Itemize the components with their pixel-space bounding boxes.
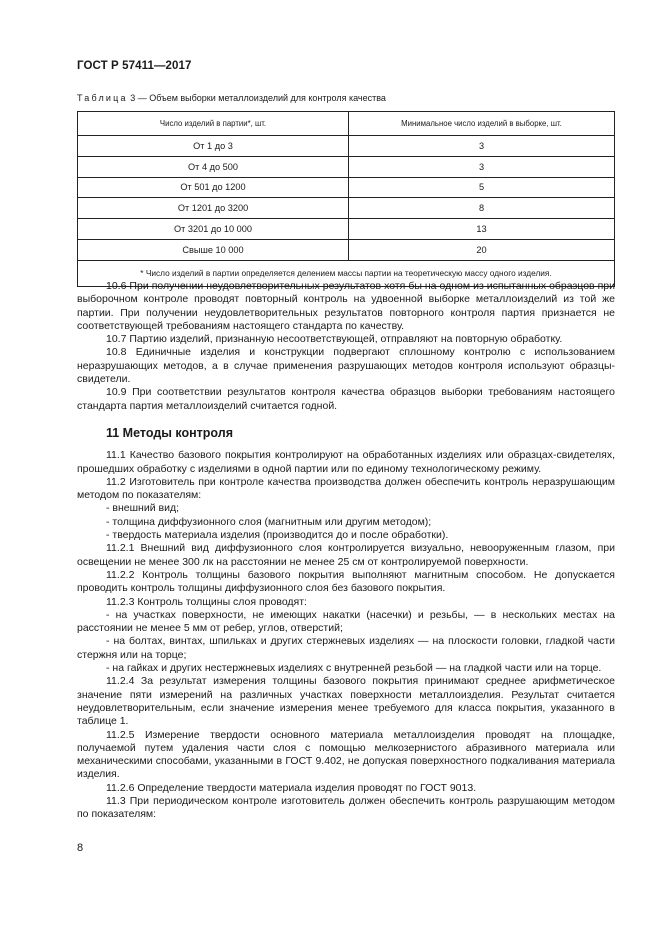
- page-number: 8: [77, 842, 84, 854]
- column-header-batch-size: Число изделий в партии*, шт.: [78, 112, 349, 136]
- paragraph: 10.9 При соответствии результатов контроля качества образцов выборки требованиям настоящего стандарта партия металлоизделий считается годной.: [77, 386, 615, 412]
- table-row: [78, 177, 615, 198]
- table-row: [78, 156, 615, 177]
- section-heading: 11 Методы контроля: [106, 425, 233, 440]
- list-item: - толщина диффузионного слоя (магнитным или другим методом);: [106, 515, 432, 528]
- table-footnote: * Число изделий в партии определяется делением массы партии на теоретическую массу одного изделия.: [78, 260, 615, 286]
- cell-batch-range: Свыше 10 000: [78, 239, 349, 260]
- document-header: ГОСТ Р 57411—2017: [77, 60, 192, 72]
- paragraph: 11.2.5 Измерение твердости основного материала металлоизделия проводят на площадке, получаемой путем удаления части слоя с помощью мелкозернистого абразивного материала или механическими способами, указанными в ГОСТ 9.402, не допуская поверхностного подкаливания материала изделия.: [77, 728, 615, 781]
- list-item: - внешний вид;: [106, 502, 179, 515]
- table-row: [78, 219, 615, 240]
- table-row: [78, 198, 615, 219]
- cell-batch-range: От 1 до 3: [78, 136, 349, 157]
- column-header-sample-size: Минимальное число изделий в выборке, шт.: [349, 112, 615, 136]
- paragraph: 11.2.4 За результат измерения толщины базового покрытия принимают среднее арифметическое значение пяти измерений на различных участках поверхности металлоизделия. Результат считается неудовлетворительным, если значение измерения менее требуемого для класса покрытия, указанного в таблице 1.: [77, 675, 615, 728]
- list-item: - твердость материала изделия (производится до и после обработки).: [106, 529, 449, 542]
- table-row: [78, 239, 615, 260]
- cell-sample-count: 13: [349, 219, 615, 240]
- cell-sample-count: 3: [349, 136, 615, 157]
- paragraph: 11.2.2 Контроль толщины базового покрытия выполняют магнитным способом. Не допускается проводить контроль толщины диффузионного слоя без базового покрытия.: [77, 568, 615, 595]
- cell-batch-range: От 4 до 500: [78, 156, 349, 177]
- paragraph: 11.2.6 Определение твердости материала изделия проводят по ГОСТ 9013.: [106, 781, 477, 794]
- cell-sample-count: 8: [349, 198, 615, 219]
- paragraph: 11.2 Изготовитель при контроле качества производства должен обеспечить контроль неразрушающим методом по показателям:: [77, 475, 615, 502]
- list-item: - на болтах, винтах, шпильках и других стержневых изделиях — на плоскости головки, гладкой части стержня или на торце;: [77, 635, 615, 661]
- paragraph: 10.7 Партию изделий, признанную несоответствующей, отправляют на повторную обработку.: [106, 333, 563, 346]
- list-item: - на участках поверхности, не имеющих накатки (насечки) и резьбы, — в нескольких местах на расстоянии не менее 5 мм от ребер, углов, отверстий;: [77, 608, 615, 635]
- table-caption: [77, 93, 386, 103]
- sample-size-table: [77, 111, 615, 287]
- cell-batch-range: От 3201 до 10 000: [78, 219, 349, 240]
- paragraph: 10.8 Единичные изделия и конструкции подвергают сплошному контролю с использованием неразрушающих методов, а в случае применения разрушающих методов контроля используют образцы-свидетели.: [77, 346, 615, 386]
- paragraph: 11.1 Качество базового покрытия контролируют на обработанных изделиях или образцах-свидетелях, прошедших обработку с изделиями в одной партии или по единому технологическому режиму.: [77, 449, 615, 475]
- table-caption-word: Таблица: [77, 93, 128, 103]
- cell-sample-count: 3: [349, 156, 615, 177]
- table-header-row: [78, 112, 615, 136]
- cell-sample-count: 5: [349, 177, 615, 198]
- table-row: [78, 136, 615, 157]
- cell-sample-count: 20: [349, 239, 615, 260]
- cell-batch-range: От 501 до 1200: [78, 177, 349, 198]
- paragraph: 11.3 При периодическом контроле изготовитель должен обеспечить контроль разрушающим методом по показателям:: [77, 794, 615, 821]
- table-caption-text: 3 — Объем выборки металлоизделий для контроля качества: [127, 93, 386, 103]
- document-body: [77, 280, 615, 822]
- cell-batch-range: От 1201 до 3200: [78, 198, 349, 219]
- paragraph: 11.2.3 Контроль толщины слоя проводят:: [106, 595, 307, 608]
- paragraph: 11.2.1 Внешний вид диффузионного слоя контролируется визуально, невооруженным глазом, при освещении не менее 300 лк на расстоянии не менее 25 см от контролируемой поверхности.: [77, 542, 615, 568]
- paragraph: 10.6 При получении неудовлетворительных результатов хотя бы на одном из испытанных образцов при выборочном контроле проводят повторный контроль на удвоенной выборке металлоизделий из той же партии. При получении неудовлетворительных результатов повторного контроля партия признается не соответствующей требованиям настоящего стандарта по качеству.: [77, 280, 615, 332]
- list-item: - на гайках и других нестержневых изделиях с внутренней резьбой — на гладкой части или на торце.: [106, 662, 602, 675]
